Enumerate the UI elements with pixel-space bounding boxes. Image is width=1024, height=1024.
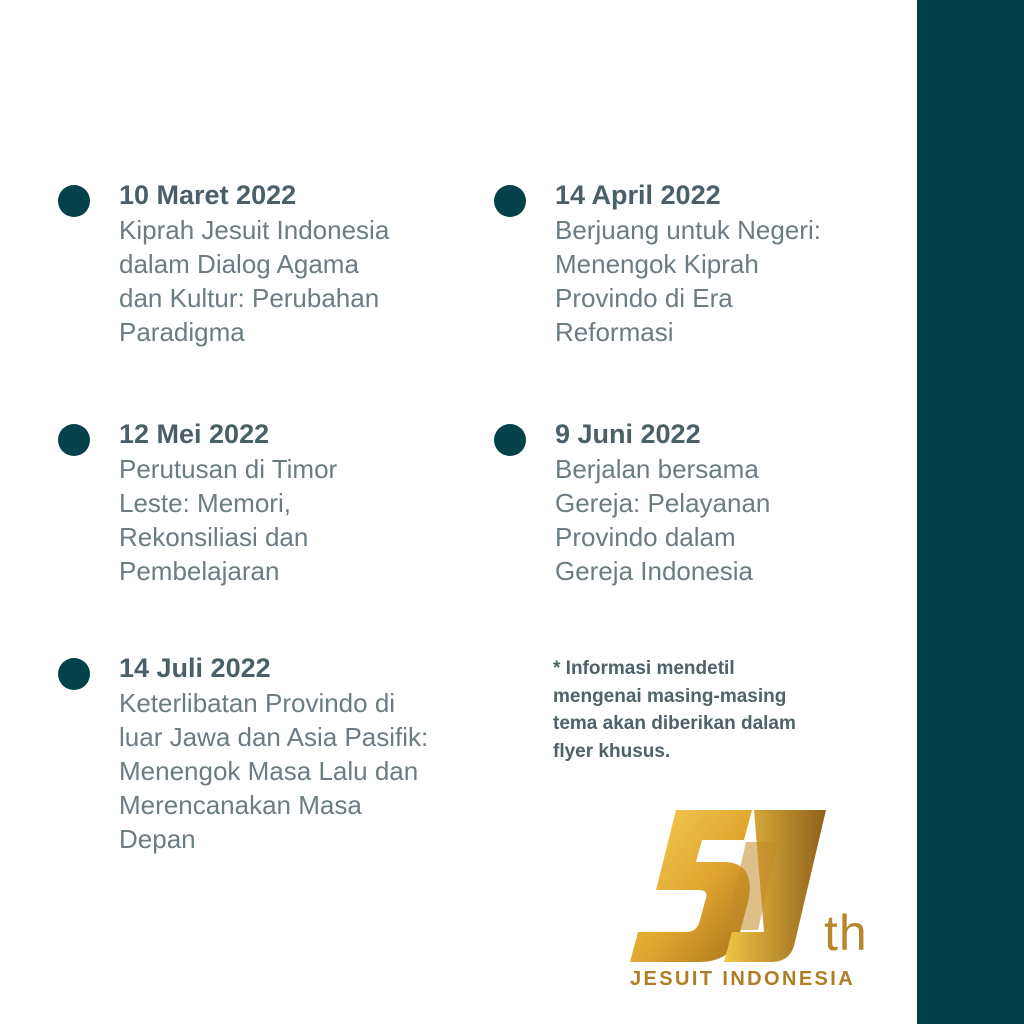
schedule-item-4: [555, 416, 915, 588]
jesuit-50th-logo: [628, 806, 868, 996]
bullet-dot: [494, 185, 526, 217]
event-date: 14 Juli 2022: [119, 653, 271, 683]
bullet-dot: [494, 424, 526, 456]
event-date: 12 Mei 2022: [119, 419, 270, 449]
schedule-item-5: [119, 650, 499, 856]
side-color-band: [917, 0, 1024, 1024]
event-date: 10 Maret 2022: [119, 180, 297, 210]
event-title: Berjalan bersama Gereja: Pelayanan Provindo dalam Gereja Indonesia: [555, 454, 771, 586]
event-title: Kiprah Jesuit Indonesia dalam Dialog Agama dan Kultur: Perubahan Paradigma: [119, 215, 390, 347]
logo-org-name: JESUIT INDONESIA: [630, 968, 856, 990]
footnote: * Informasi mendetil mengenai masing-masing tema akan diberikan dalam flyer khusus.: [553, 658, 796, 762]
event-date: 14 April 2022: [555, 180, 721, 210]
event-title: Berjuang untuk Negeri: Menengok Kiprah Provindo di Era Reformasi: [555, 215, 821, 347]
event-title: Keterlibatan Provindo di luar Jawa dan Asia Pasifik: Menengok Masa Lalu dan Merencanakan Masa Depan: [119, 688, 429, 854]
bullet-dot: [58, 185, 90, 217]
bullet-dot: [58, 424, 90, 456]
logo-suffix: th: [824, 905, 868, 961]
logo-50-mark-icon: [628, 806, 828, 966]
schedule-item-2: [555, 177, 915, 349]
schedule-item-3: [119, 416, 479, 588]
event-date: 9 Juni 2022: [555, 419, 701, 449]
bullet-dot: [58, 658, 90, 690]
event-title: Perutusan di Timor Leste: Memori, Rekonsiliasi dan Pembelajaran: [119, 454, 338, 586]
schedule-item-1: [119, 177, 479, 349]
